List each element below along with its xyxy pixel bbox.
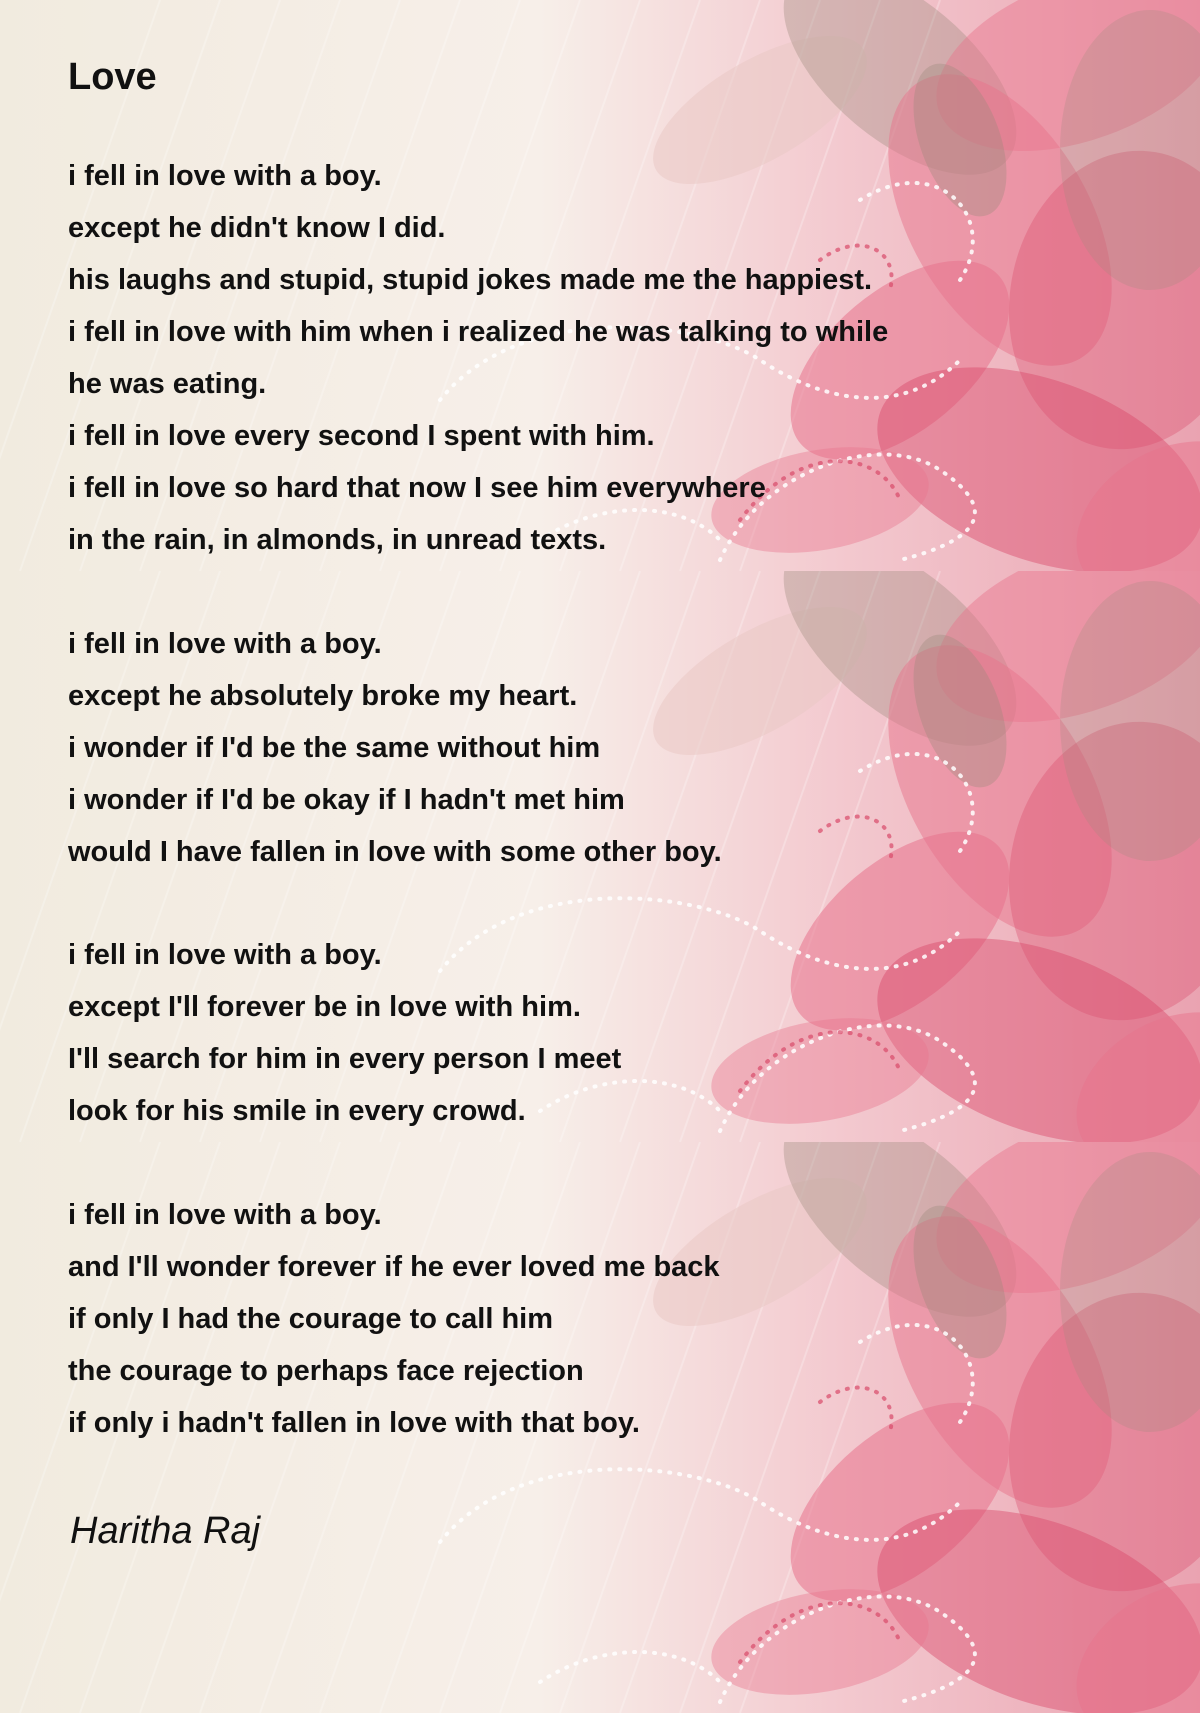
poem-line: i fell in love with a boy. bbox=[68, 1199, 382, 1231]
poem-line: i fell in love with a boy. bbox=[68, 160, 382, 192]
poem-line: i fell in love with a boy. bbox=[68, 628, 382, 660]
poem-line: i fell in love every second I spent with him. bbox=[68, 420, 655, 452]
poem-line: if only i hadn't fallen in love with that boy. bbox=[68, 1407, 640, 1439]
poem-line: i fell in love with him when i realized he was talking to while bbox=[68, 316, 889, 348]
poem-line: if only I had the courage to call him bbox=[68, 1303, 554, 1335]
poem-stanza bbox=[68, 618, 722, 878]
poem-line: i wonder if I'd be okay if I hadn't met him bbox=[68, 784, 625, 816]
poem-line: except he absolutely broke my heart. bbox=[68, 680, 578, 712]
poem-line: he was eating. bbox=[68, 368, 267, 400]
poem-line: I'll search for him in every person I meet bbox=[68, 1043, 622, 1075]
poem-line: except he didn't know I did. bbox=[68, 212, 446, 244]
poem-stanza bbox=[68, 150, 888, 566]
poem-line: in the rain, in almonds, in unread texts. bbox=[68, 524, 607, 556]
poem-author: Haritha Raj bbox=[70, 1510, 261, 1552]
poem-stanza bbox=[68, 1189, 720, 1449]
poem-line: i wonder if I'd be the same without him bbox=[68, 732, 601, 764]
poem-line: and I'll wonder forever if he ever loved me back bbox=[68, 1251, 720, 1283]
poem-line: his laughs and stupid, stupid jokes made me the happiest. bbox=[68, 264, 873, 296]
poem-line: look for his smile in every crowd. bbox=[68, 1095, 526, 1127]
poem-line: i fell in love so hard that now I see him everywhere bbox=[68, 472, 766, 504]
poem-stanza bbox=[68, 929, 621, 1137]
poem-line: would I have fallen in love with some other boy. bbox=[68, 836, 722, 868]
poem-line: the courage to perhaps face rejection bbox=[68, 1355, 584, 1387]
poem-line: i fell in love with a boy. bbox=[68, 939, 382, 971]
poem-title: Love bbox=[68, 56, 157, 98]
poem-line: except I'll forever be in love with him. bbox=[68, 991, 581, 1023]
